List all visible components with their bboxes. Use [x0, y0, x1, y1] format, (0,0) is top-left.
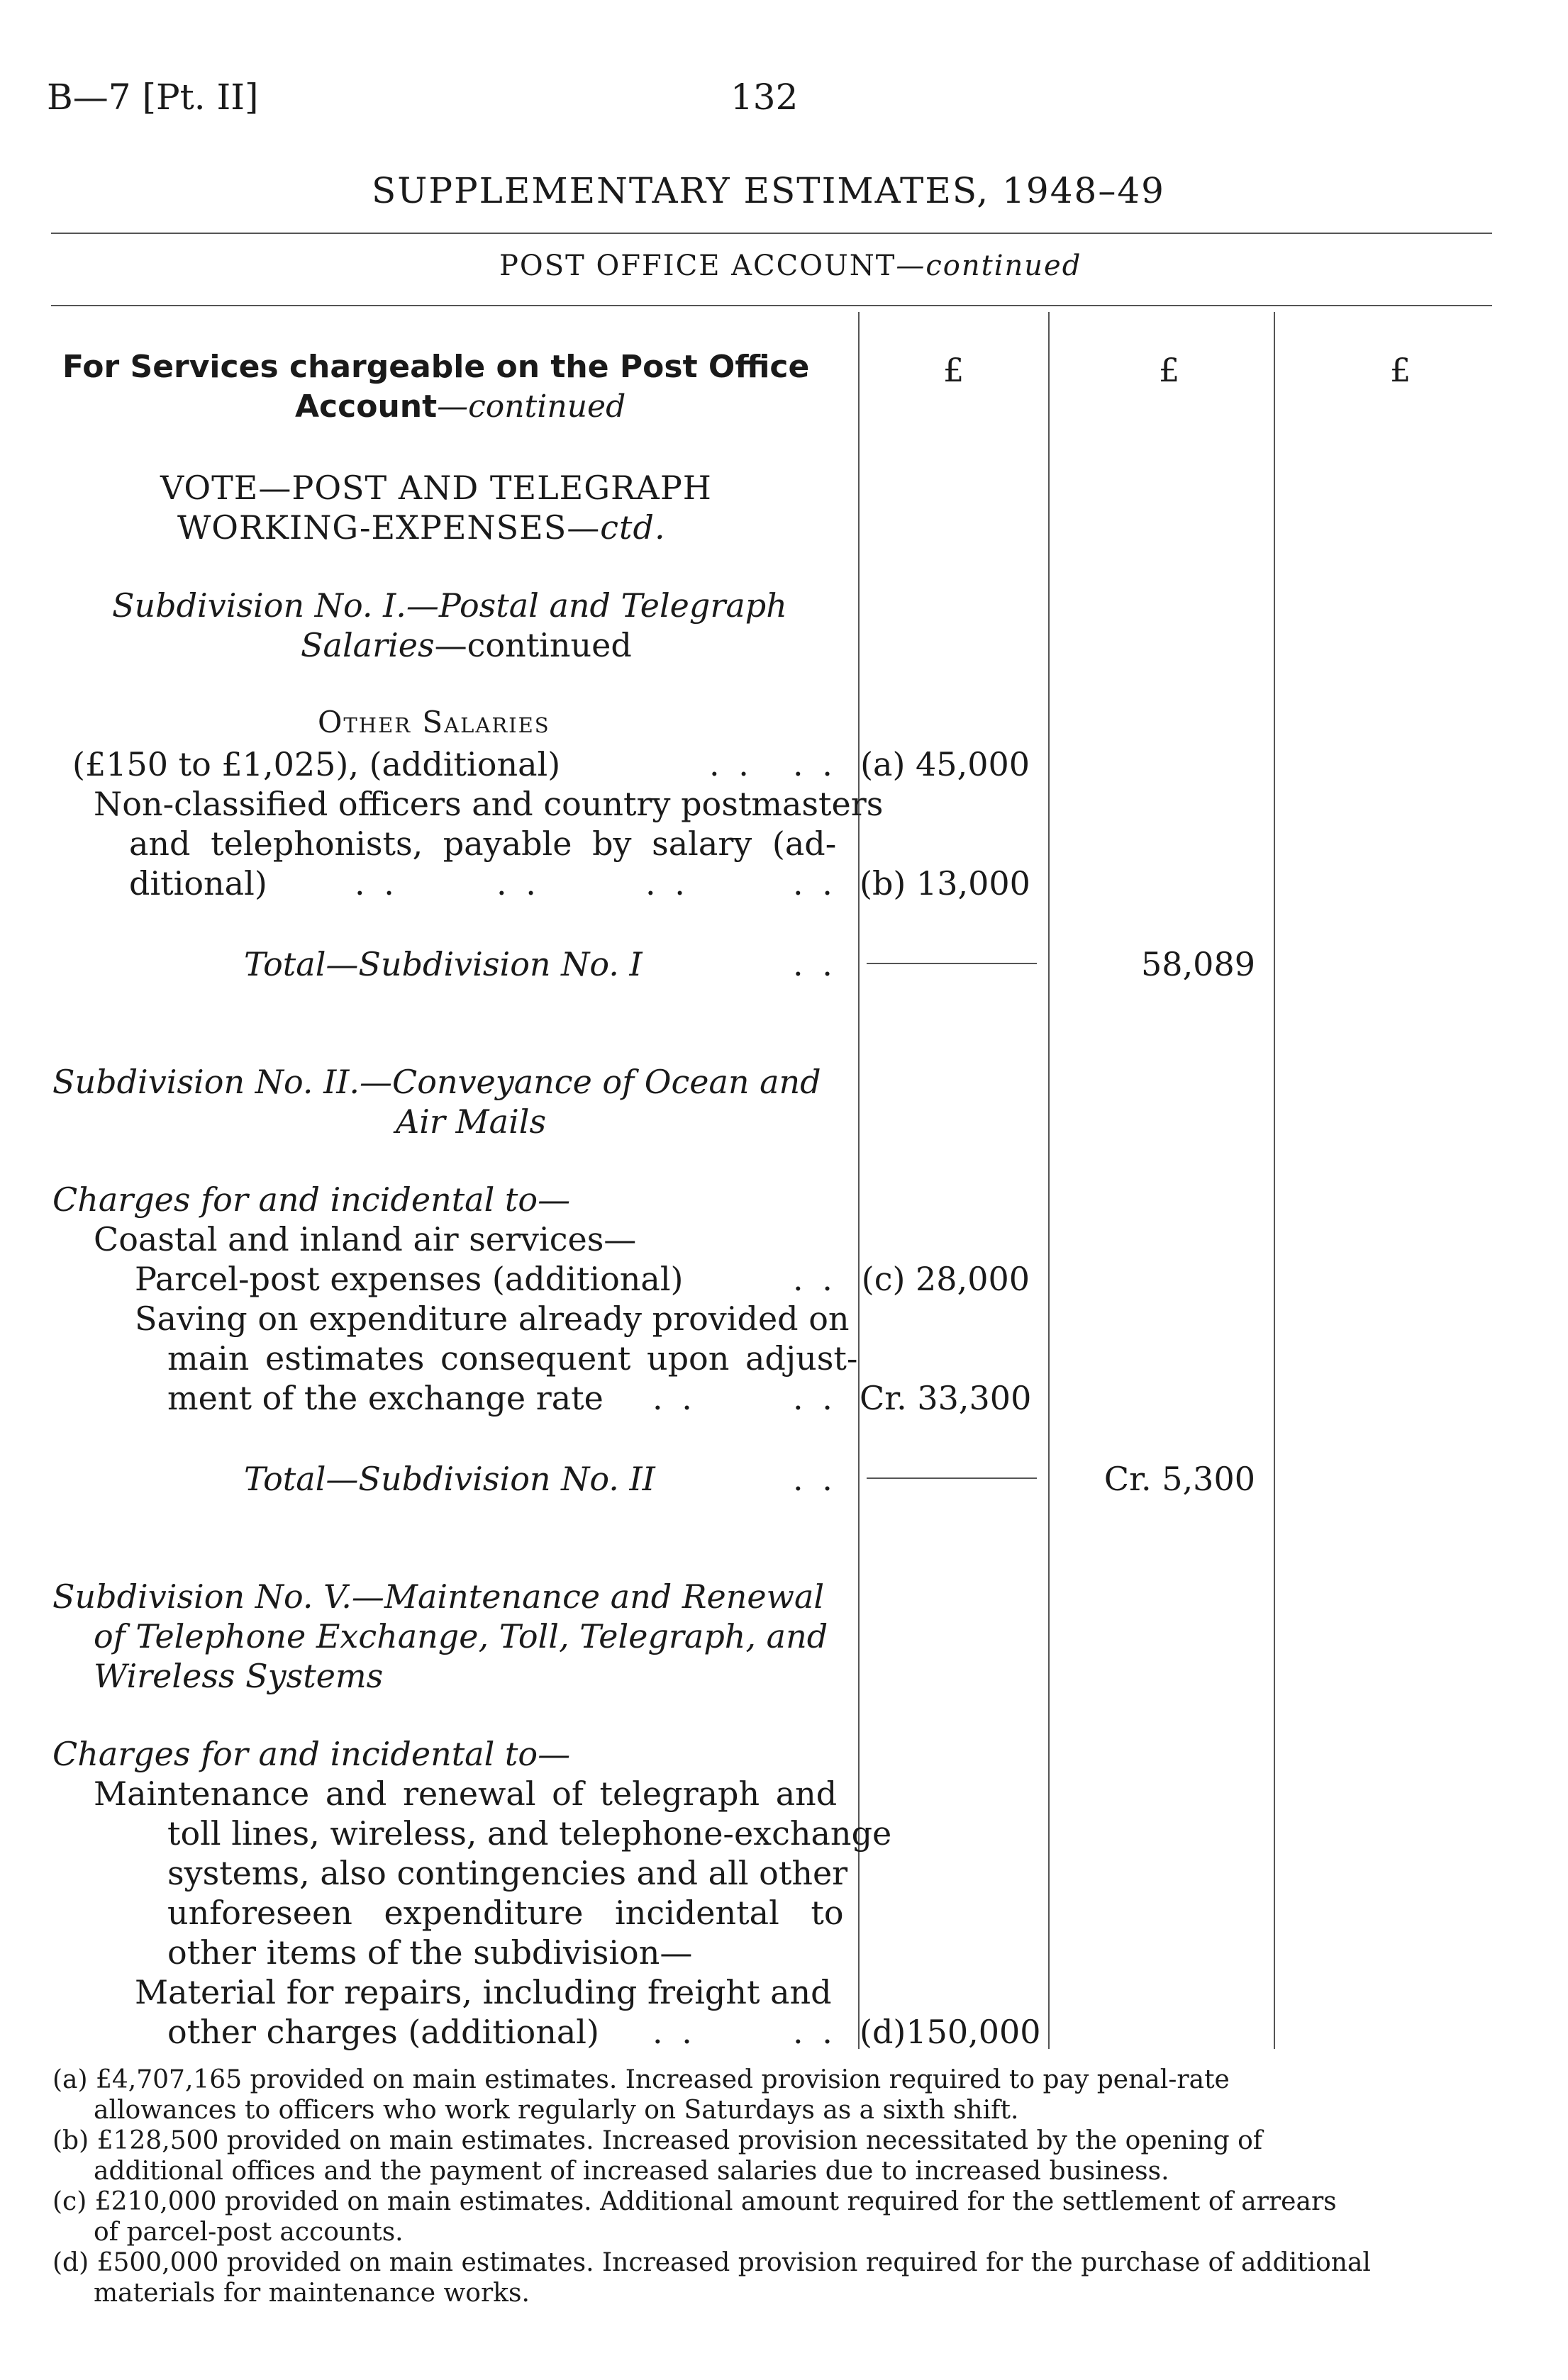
sub1-item2-line3: ditional): [129, 864, 267, 903]
column-header-2: £: [1159, 351, 1180, 389]
sub2-item1-text: Parcel-post expenses (additional): [135, 1260, 684, 1298]
services-heading-line1: For Services chargeable on the Post Office: [62, 349, 810, 385]
footnote-a-line2: allowances to officers who work regularly on Saturdays as a sixth shift.: [94, 2096, 1019, 2125]
subdivision-2-title-line1: Subdivision No. II.—Conveyance of Ocean and: [52, 1063, 821, 1101]
sub1-total-rule: [867, 963, 1037, 964]
page-title: SUPPLEMENTARY ESTIMATES, 1948–49: [372, 170, 1165, 211]
sub1-total-leader: . .: [793, 945, 837, 983]
footnote-c-line2: of parcel-post accounts.: [94, 2218, 404, 2247]
sub2-item2-line1: Saving on expenditure already provided on: [135, 1300, 850, 1338]
sub1-total-label: Total—Subdivision No. I: [244, 945, 643, 983]
subdivision-5-title-line2: of Telephone Exchange, Toll, Telegraph, and: [94, 1617, 828, 1655]
column-rule-2: [1048, 312, 1050, 2049]
sub2-item1-leader: . .: [793, 1260, 837, 1298]
sub2-item2-line2: main estimates consequent upon adjust-: [167, 1339, 858, 1378]
vote-title-suffix: ctd.: [600, 508, 666, 547]
services-heading-account: Account: [295, 389, 438, 425]
sub2-charges-label: Charges for and incidental to—: [52, 1180, 571, 1219]
sub5-material-leader-a: . .: [652, 2013, 696, 2051]
subdivision-1-title-line2: [301, 625, 632, 665]
column-header-3: £: [1390, 351, 1411, 389]
sub1-item1-amount: (a) 45,000: [860, 745, 1030, 783]
sub2-total-amount: Cr. 5,300: [1103, 1460, 1255, 1498]
sub1-item2-line2: and telephonists, payable by salary (ad-: [129, 825, 837, 863]
footnote-d-line2: materials for maintenance works.: [94, 2279, 530, 2308]
sub1-item1-text: (£150 to £1,025), (additional): [72, 745, 561, 783]
sub2-coastal-label: Coastal and inland air services—: [94, 1220, 637, 1258]
subdivision-1-salaries: Salaries: [301, 626, 435, 664]
section-title-text: POST OFFICE ACCOUNT: [499, 250, 896, 282]
sub1-item1-leader-a: . .: [709, 745, 753, 783]
column-header-1: £: [943, 351, 964, 389]
sub1-item2-leader-a: . .: [355, 864, 399, 903]
page-number: 132: [730, 77, 799, 118]
column-rule-3: [1274, 312, 1275, 2049]
sub1-item2-leader-b: . .: [496, 864, 540, 903]
sub1-item2-leader-d: . .: [793, 864, 837, 903]
sub5-material-leader-b: . .: [793, 2013, 837, 2051]
sub1-item2-leader-c: . .: [645, 864, 689, 903]
footnote-a-line1: (a) £4,707,165 provided on main estimates. Increased provision required to pay penal-rate: [52, 2065, 1230, 2094]
sub1-item2-amount: (b) 13,000: [860, 864, 1030, 903]
section-title-suffix: —continued: [896, 250, 1082, 282]
vote-title-line1: VOTE—POST AND TELEGRAPH: [160, 469, 712, 507]
vote-title-text: WORKING-EXPENSES—: [177, 508, 601, 547]
other-salaries-label: Other Salaries: [318, 705, 550, 739]
footnote-b-line1: (b) £128,500 provided on main estimates. Increased provision necessitated by the opening of: [52, 2126, 1263, 2155]
footnote-c-line1: (c) £210,000 provided on main estimates. Additional amount required for the settlement of arrears: [52, 2187, 1337, 2216]
sub5-charges-label: Charges for and incidental to—: [52, 1735, 571, 1773]
sub2-item2-leader-a: . .: [652, 1379, 696, 1417]
sub5-material-line1: Material for repairs, including freight and: [135, 1973, 832, 2011]
title-rule: [51, 233, 1492, 234]
sub1-total-amount: 58,089: [1141, 945, 1255, 983]
sub5-maintenance-line1: Maintenance and renewal of telegraph and: [94, 1775, 838, 1813]
sub5-material-amount: (d)150,000: [860, 2013, 1041, 2051]
sub5-maintenance-line2: toll lines, wireless, and telephone-exchange: [167, 1814, 892, 1853]
sub2-item1-amount: (c) 28,000: [861, 1260, 1030, 1298]
document-reference: B—7 [Pt. II]: [47, 77, 259, 118]
sub2-total-label: Total—Subdivision No. II: [244, 1460, 655, 1498]
sub5-maintenance-line5: other items of the subdivision—: [167, 1933, 693, 1972]
sub5-material-line2: other charges (additional): [167, 2013, 599, 2051]
column-rule-1: [858, 312, 860, 2049]
footnote-d-line1: (d) £500,000 provided on main estimates. Increased provision required for the purchase of additional: [52, 2248, 1371, 2277]
sub5-maintenance-line3: systems, also contingencies and all other: [167, 1854, 848, 1892]
subdivision-5-title-line1: Subdivision No. V.—Maintenance and Renewal: [52, 1577, 825, 1616]
sub2-item2-leader-b: . .: [793, 1379, 837, 1417]
sub2-total-rule: [867, 1477, 1037, 1479]
sub1-item2-line1: Non-classified officers and country postmasters: [94, 785, 884, 823]
sub2-item2-line3: ment of the exchange rate: [167, 1379, 604, 1417]
services-heading-suffix: —continued: [437, 389, 626, 425]
services-heading-line2: [295, 389, 625, 425]
sub2-total-leader: . .: [793, 1460, 837, 1498]
sub1-item1-leader-b: . .: [793, 745, 837, 783]
sub2-item2-amount: Cr. 33,300: [860, 1379, 1032, 1417]
vote-title-line2: [177, 508, 666, 547]
subdivision-5-title-line3: Wireless Systems: [94, 1657, 384, 1695]
section-rule: [51, 305, 1492, 306]
section-title: [499, 250, 1082, 282]
footnote-b-line2: additional offices and the payment of increased salaries due to increased business.: [94, 2157, 1169, 2186]
subdivision-1-title-line1: Subdivision No. I.—Postal and Telegraph: [112, 586, 787, 625]
sub5-maintenance-line4: unforeseen expenditure incidental to: [167, 1894, 844, 1932]
subdivision-2-title-line2: Air Mails: [396, 1102, 547, 1141]
subdivision-1-suffix: —continued: [434, 626, 632, 664]
